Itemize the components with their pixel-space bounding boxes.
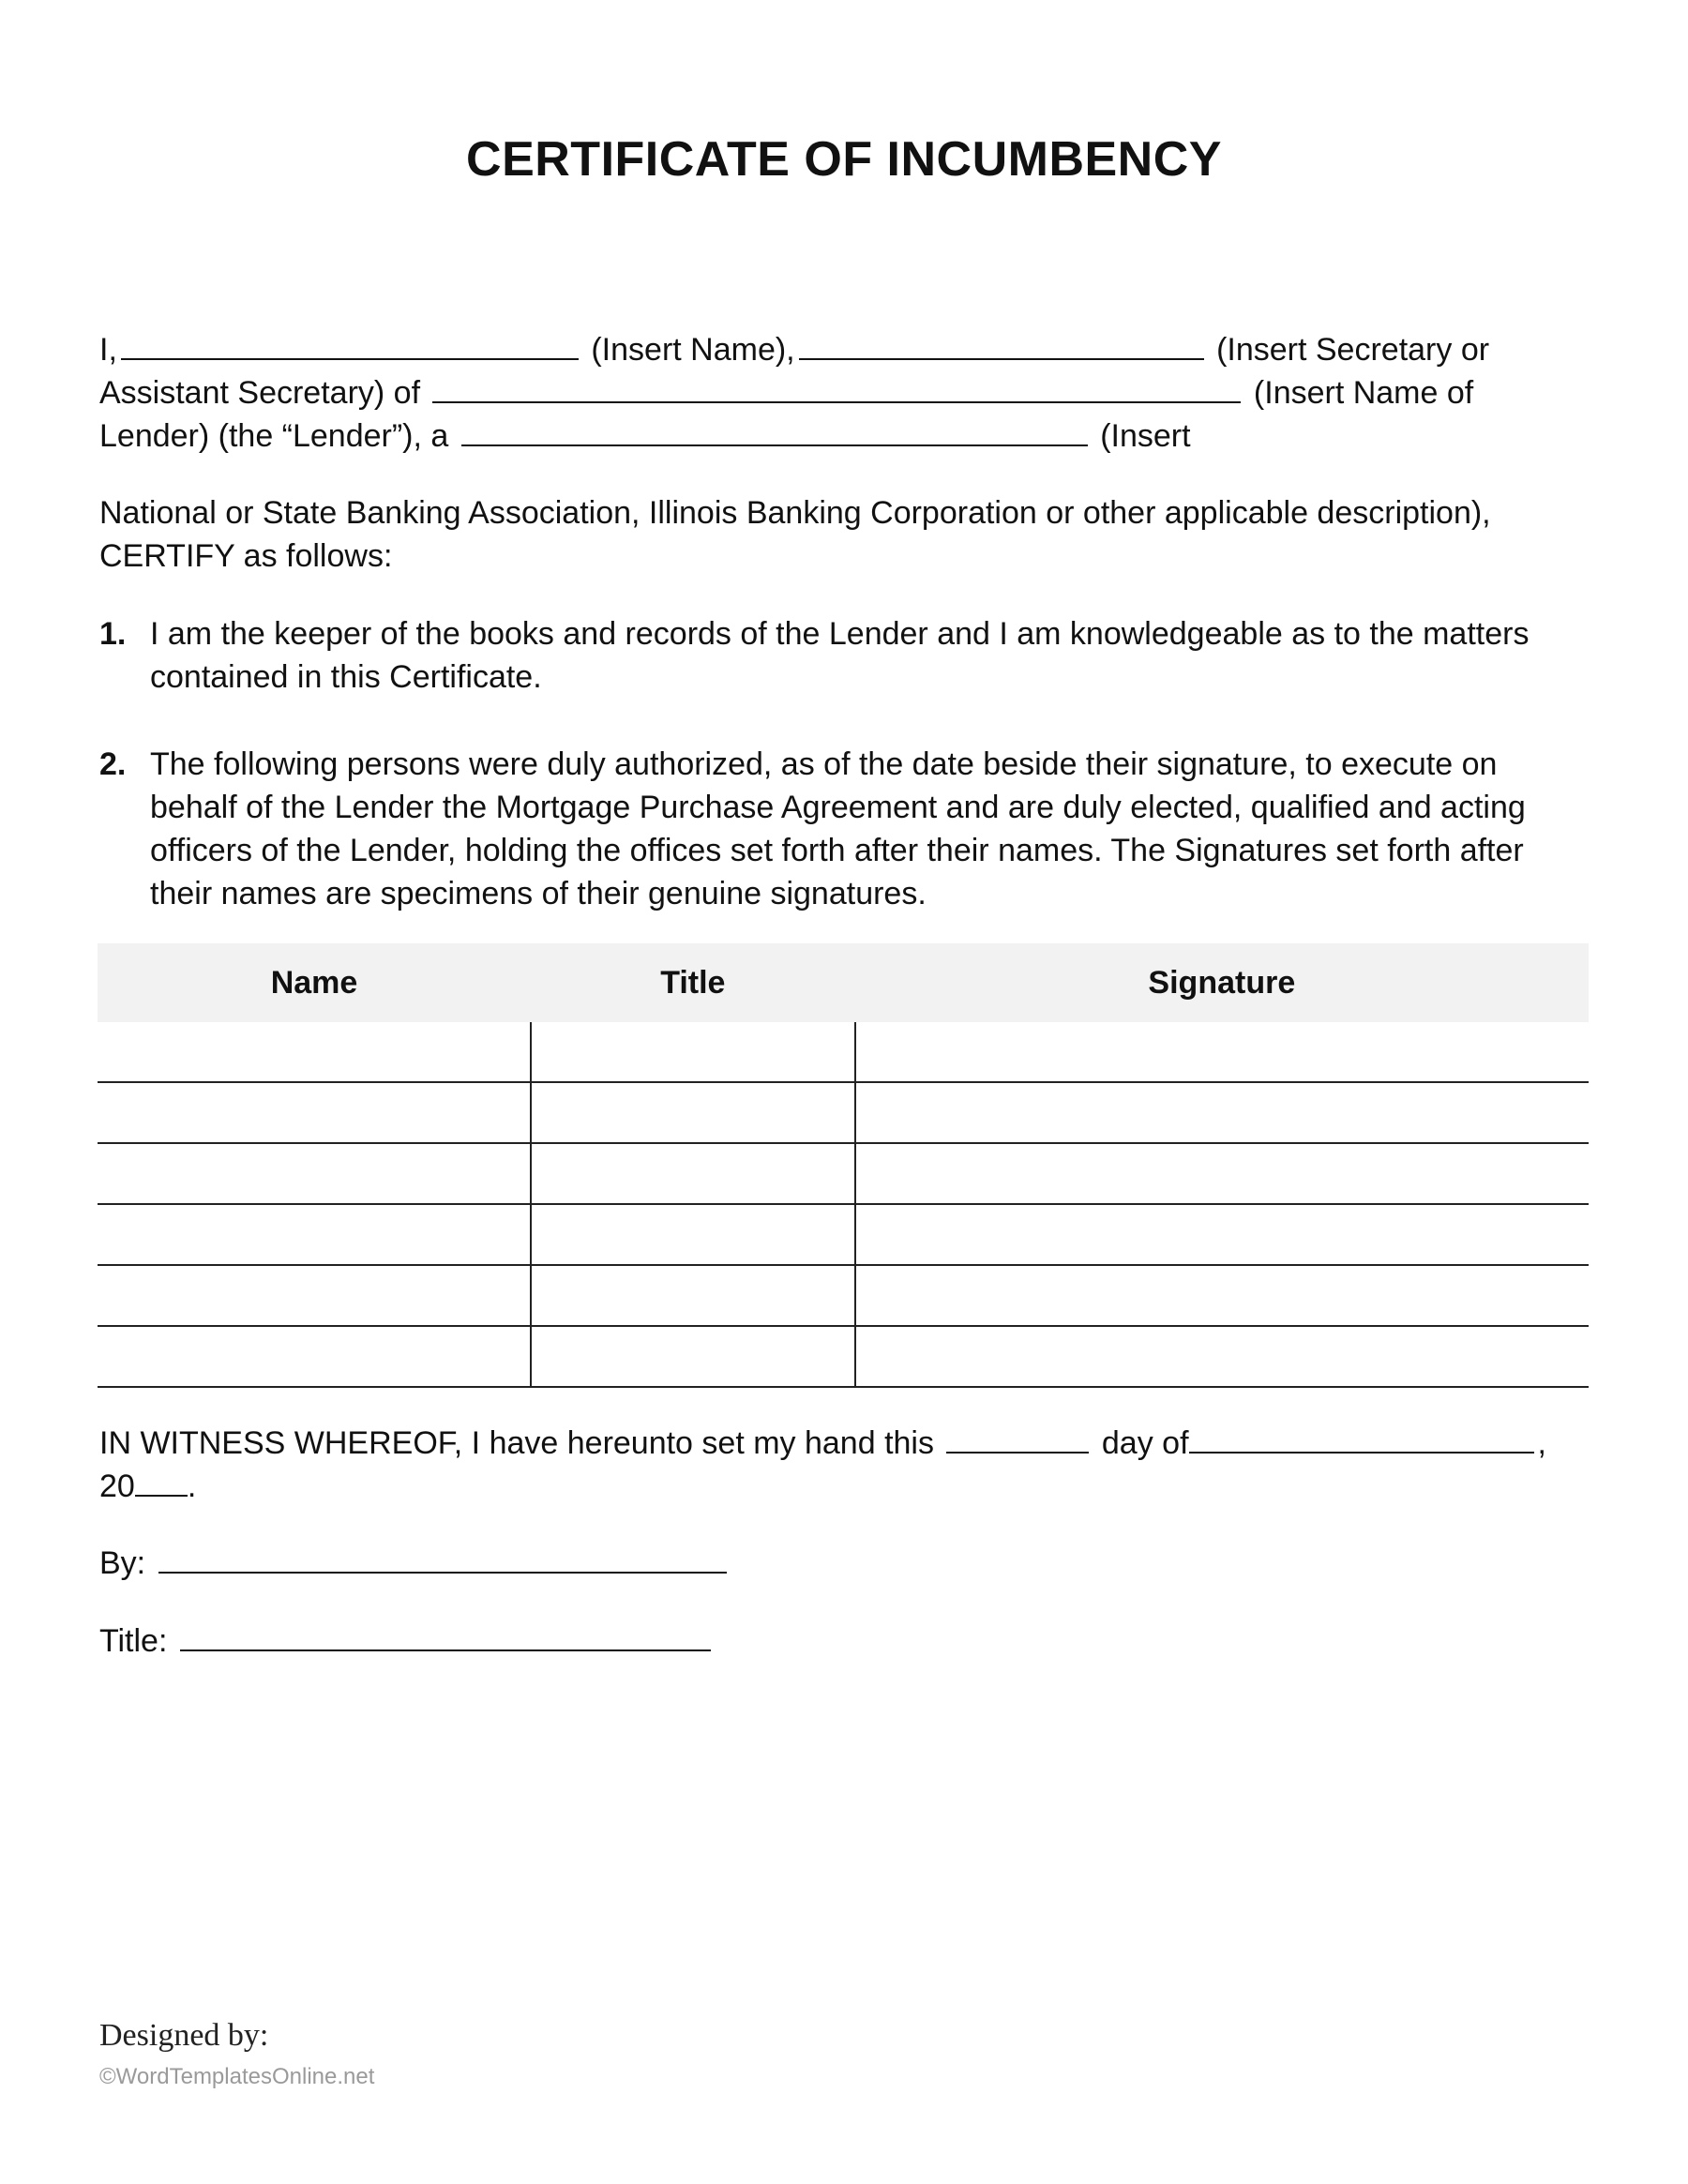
month-blank[interactable] — [1189, 1422, 1534, 1453]
document-title: CERTIFICATE OF INCUMBENCY — [466, 132, 1222, 187]
table-row — [98, 1022, 1589, 1082]
title-cell[interactable] — [531, 1082, 855, 1143]
list-item-2 — [99, 743, 1590, 915]
insert-name-label: (Insert Name), — [591, 332, 795, 368]
signature-cell[interactable] — [855, 1265, 1589, 1326]
lender-type-blank[interactable] — [461, 414, 1088, 446]
title-cell[interactable] — [531, 1326, 855, 1387]
witness-paragraph — [99, 1422, 1590, 1508]
table-row — [98, 1082, 1589, 1143]
signature-cell[interactable] — [855, 1143, 1589, 1204]
signature-cell[interactable] — [855, 1082, 1589, 1143]
name-cell[interactable] — [98, 1082, 531, 1143]
title-blank[interactable] — [180, 1619, 711, 1651]
title-label: Title: — [99, 1623, 168, 1659]
column-header-signature: Signature — [855, 943, 1589, 1022]
comma: , — [1537, 1425, 1546, 1461]
lender-name-blank[interactable] — [432, 371, 1241, 403]
column-header-title: Title — [531, 943, 855, 1022]
name-blank[interactable] — [121, 328, 579, 360]
table-row — [98, 1143, 1589, 1204]
column-header-name: Name — [98, 943, 531, 1022]
name-cell[interactable] — [98, 1204, 531, 1265]
by-signature-blank[interactable] — [158, 1542, 727, 1574]
year-prefix: 20 — [99, 1469, 135, 1504]
name-cell[interactable] — [98, 1265, 531, 1326]
signature-cell[interactable] — [855, 1204, 1589, 1265]
table-row — [98, 1204, 1589, 1265]
title-cell[interactable] — [531, 1204, 855, 1265]
table-header-row — [98, 943, 1589, 1022]
list-item-1 — [99, 612, 1590, 699]
title-cell[interactable] — [531, 1143, 855, 1204]
officers-table — [98, 943, 1589, 1388]
list-item-text: The following persons were duly authorized, as of the date beside their signature, to execute on behalf of the Lender the Mortgage Purchase Agreement and are duly elected, qualified and acting officers of the Lender, holding the offices set forth after their names. The Signatures set forth after their names are specimens of their genuine signatures. — [150, 746, 1526, 911]
intro-continued-paragraph: National or State Banking Association, Illinois Banking Corporation or other applicable description), CERTIFY as follows: — [99, 495, 1491, 574]
table-row — [98, 1326, 1589, 1387]
title-line — [99, 1619, 1590, 1663]
intro-i-label: I, — [99, 332, 117, 368]
day-blank[interactable] — [946, 1422, 1089, 1453]
insert-lender-name-label: (Insert Name of Lender) (the “Lender”), a — [99, 375, 1474, 454]
signature-cell[interactable] — [855, 1326, 1589, 1387]
insert-label: (Insert — [1100, 418, 1191, 454]
name-cell[interactable] — [98, 1326, 531, 1387]
intro-paragraph — [99, 328, 1590, 458]
by-line — [99, 1542, 1590, 1585]
list-item-text: I am the keeper of the books and records of the Lender and I am knowledgeable as to the matters contained in this Certificate. — [150, 616, 1530, 695]
witness-text: IN WITNESS WHEREOF, I have hereunto set my hand this — [99, 1425, 934, 1461]
insert-secretary-label: (Insert Secretary or Assistant Secretary) of — [99, 332, 1490, 411]
secretary-blank[interactable] — [799, 328, 1204, 360]
copyright-text: ©WordTemplatesOnline.net — [99, 2064, 375, 2089]
period: . — [187, 1469, 197, 1504]
table-row — [98, 1265, 1589, 1326]
title-cell[interactable] — [531, 1265, 855, 1326]
year-blank[interactable] — [135, 1465, 188, 1497]
list-item-number: 1. — [99, 616, 127, 652]
name-cell[interactable] — [98, 1022, 531, 1082]
signature-cell[interactable] — [855, 1022, 1589, 1082]
designed-by-label: Designed by: — [99, 2018, 269, 2053]
title-cell[interactable] — [531, 1022, 855, 1082]
day-of-label: day of — [1101, 1425, 1189, 1461]
list-item-number: 2. — [99, 746, 127, 782]
name-cell[interactable] — [98, 1143, 531, 1204]
by-label: By: — [99, 1545, 146, 1581]
